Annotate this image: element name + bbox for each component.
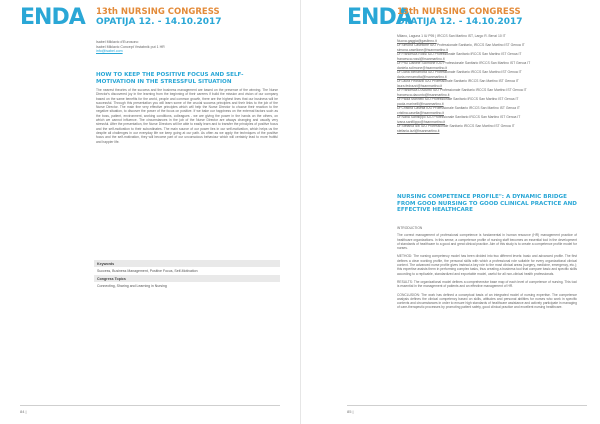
- congress-date: OPATIJA 12. - 14.10.2017: [96, 17, 222, 27]
- author-block: [96, 40, 276, 54]
- article-paragraph: RESULTS: The organizational model defines a comprehensive base map of each level of competence of nursing. This tool is essential in the management of patients and an effective management of HR.: [397, 279, 577, 289]
- affiliation-line: Dr Francesca D'Acunto IUO Professionale Sanitario IRCCS San Martino IST Genoa IT: [397, 88, 527, 92]
- keywords-value: Success, Business Management, Positive Focus, Self-Motivation: [97, 269, 198, 273]
- article-body: The nearest theories of the success and the business management are based on the presence of the winning. The Nurse Director's discovered joy in the learning from the beginning of their careers if build the mission and vision of our company based on the same benefits for the world, people and common growth, there are the highest lines that our business will be successful. Through this presentation you will learn some of the crucial success principles and their links to the job of the Nurse Director. The main fine very effective principles which will help the Nurse Director to choose their reaction to the negative situation, to discover the power of the focus on positive. If we bake our happiness on the external factors such as the boss, patient, environment, working conditions, colleagues - we are giving the power in the hands on the others, on which we cannot influence. The circumstances in the job of the Nurse Director are always changing and usually very stressful. After the presentation, the Nurse Directors will be able to easily learn and to transfer the principles of positive focus and the self-motivation to their subordinates. The main source of our power lies in our self-motivation, which helps us the despite all challenges in our everyday life we keep going at our path. As often as we apply the techniques of the positive focus and the self-motivation, they will become part of our unconscious behaviour which will certainly lead to more fruitful and happier life.: [96, 88, 278, 144]
- affiliation-email[interactable]: paola.marinelli@hsanmartino.it: [397, 101, 444, 106]
- affiliation-email[interactable]: stefania.izzi@hsanmartino.it: [397, 128, 440, 133]
- affiliation-line: Dr Simona Casellone IUO Professionale Sanitario, IRCCS San Martino IST Genoa IT: [397, 43, 525, 47]
- affiliation-email[interactable]: laura.fedrazzi@hsanmartino.it: [397, 83, 443, 88]
- article-title: HOW TO KEEP THE POSITIVE FOCUS AND SELF-MOTIVATION IN THE STRESSFUL SITUATION: [96, 72, 244, 85]
- author-name: Isabel Miklavic d'Eurosono: [96, 40, 139, 44]
- affiliation-line: Dr PhD Daniele Sclimone IUO Professionale Sanitario IRCCS San Martino IST Genoa IT: [397, 61, 531, 65]
- right-page: [300, 0, 600, 424]
- affiliation-list: [397, 34, 573, 133]
- affiliation-email[interactable]: cristina.casella@hsanmartino.it: [397, 110, 444, 115]
- congress-title: 13th NURSING CONGRESS: [96, 7, 220, 17]
- affiliation-email[interactable]: daniela.sclimone@hsanmartino.it: [397, 65, 447, 70]
- affiliation-line: Dr Stefania Izzi IUO Professionale Sanitario IRCCS San Martino IST Genoa IT: [397, 124, 515, 128]
- affiliation-line: Dr Laura Fedrazzi IUO Professionale Sanitario IRCCS San Martino IST Genoa IT: [397, 79, 519, 83]
- affiliation-email[interactable]: daria.menarrotta@hsanmartino.it: [397, 74, 447, 79]
- right-page-number: 85 |: [347, 405, 587, 414]
- article-paragraph: METHOD: The nursing competency model has been divided into two different levels: basic and advanced profile. The first defines a clear working profile, the personal skills with which a professional role suitable for every organizational clinical context. The advanced nurse profile gives instead a key role to the most clinical areas (surgery, medicine, emergency, etc.); this expertise assists them in performing complex tasks, thus creating a business tool that compare basic and specific skills according to a replicable, standardized and exportable model, useful for all non-clinical health professionals.: [397, 254, 577, 276]
- affiliation-email[interactable]: Nuova.gaggia@gaslinno.it: [397, 38, 437, 43]
- congress-title: 13th NURSING CONGRESS: [397, 7, 521, 17]
- left-page-number: 84 |: [20, 405, 280, 414]
- enda-logo: ENDA: [347, 5, 412, 30]
- congress-date: OPATIJA 12. - 14.10.2017: [397, 17, 523, 27]
- section-heading: INTRODUCTION: [397, 226, 423, 230]
- affiliation-line: Dr Francesca Rossi IUO Professionale Sanitario IRCCS San Martino IST Genoa IT: [397, 52, 522, 56]
- author-email[interactable]: info@isabel.com: [96, 49, 123, 54]
- affiliation-line: Dr Daria Menarrotta IUO Professionale Sanitario IRCCS San Martino IST Genoa IT: [397, 70, 522, 74]
- article-paragraph: CONCLUSION: The work has defined a conceptual basis of an integrated model of nursing expertise. The competence analysis defines the clinical competency based on skills, attitudes and personal abilities for nurses who work in specific contexts and circumstances in order to ensure high standards of healthcare assistance and actively participate in managing of care-therapeutic processes by promoting patient safety, good clinical practice and excellent nursing healthcare.: [397, 292, 577, 310]
- affiliation-email[interactable]: simona.casellone@hsanmartino.it: [397, 47, 448, 52]
- article-paragraph: The correct management of professional competence is fundamental in human resource (HR) management practice of healthcare organizations. In this sense, a competence profile of nursing staff becomes an essential tool in the development of standards of healthcare to a good and great clinical practice. Aim of this study is to create a competence profile model for nurses.: [397, 233, 577, 251]
- enda-logo: ENDA: [20, 5, 85, 30]
- keywords-label: Keywords: [94, 260, 280, 267]
- affiliation-email[interactable]: francesca.rossi@hsanmartino.it: [397, 56, 445, 61]
- affiliation-email[interactable]: francesca.dacunto@hsanmartino.it: [397, 92, 450, 97]
- author-affiliation: Isabel Miklavic Concept Vrstabnik put 1 HR: [96, 44, 165, 49]
- article-title: NURSING COMPETENCE PROFILE": A DYNAMIC BRIDGE FROM GOOD NURSING TO GOOD CLINICAL PRACTICE AND EFFECTIVE HEALTHCARE: [397, 194, 577, 214]
- affiliation-line: Dr Cristina Casella IUO Professionale Sanitario IRCCS San Martino IST Genoa IT: [397, 106, 520, 110]
- topics-label: Congress Topics: [94, 275, 280, 282]
- affiliation-line: Dr Ivana Sanfilippo IUO Professionale Sanitario IRCCS San Martino IST Genoa IT: [397, 115, 521, 119]
- affiliation-line: Dr Paola Marinelli IUO Professionale Sanitario IRCCS San Martino IST Genoa IT: [397, 97, 519, 101]
- affiliation-email[interactable]: ivana.sanfilippo@hsanmartino.it: [397, 119, 446, 124]
- affiliation-line: Milano, Laguna 1 IU P95 | IRCCS San Martino IST, Largo R. Benzi 10 IT: [397, 34, 506, 38]
- topics-value: Connecting, Sharing and Learning in Nursing: [97, 284, 167, 288]
